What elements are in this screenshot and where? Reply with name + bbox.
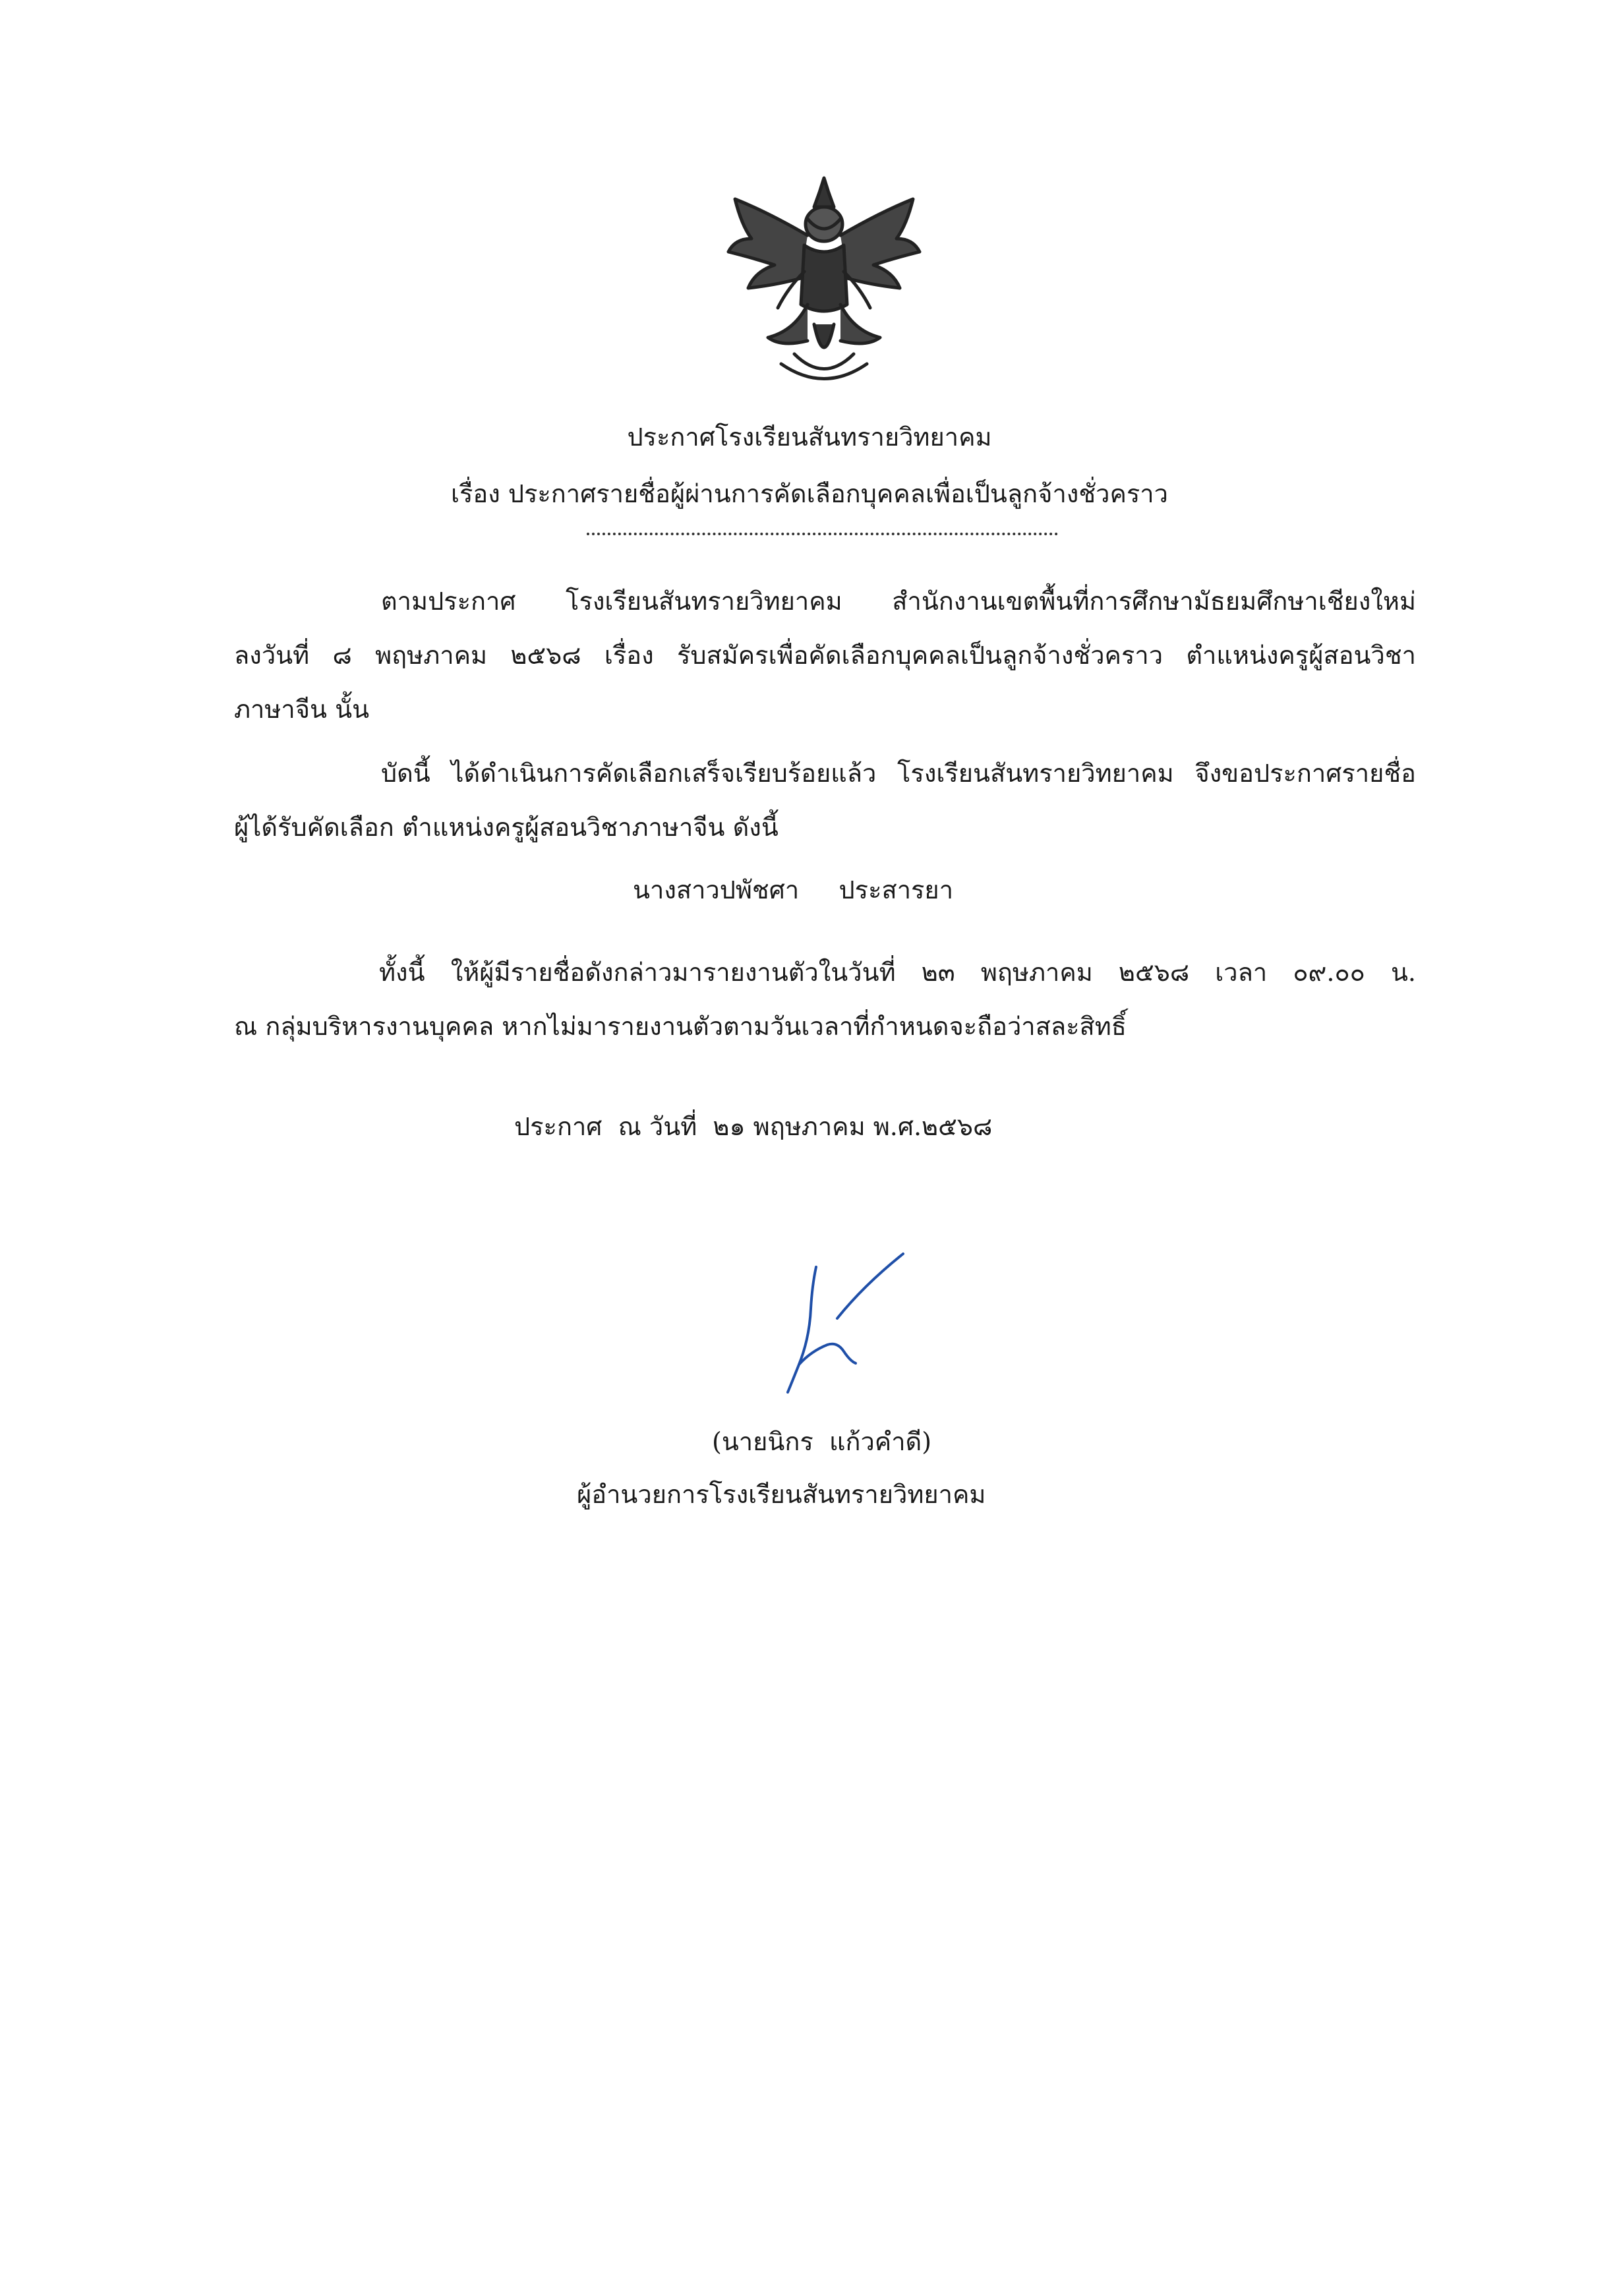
announcement-subject: เรื่อง ประกาศรายชื่อผู้ผ่านการคัดเลือกบุคคลเพื่อเป็นลูกจ้างชั่วคราว	[451, 479, 1168, 508]
paragraph-3-line-1: ทั้งนี้ ให้ผู้มีรายชื่อดังกล่าวมารายงานตัวในวันที่ ๒๓ พฤษภาคม ๒๕๖๘ เวลา ๐๙.๐๐ น.	[379, 958, 1416, 987]
announcement-header: ประกาศโรงเรียนสันทรายวิทยาคม	[627, 423, 992, 452]
dotted-divider	[587, 533, 1058, 535]
paragraph-1-line-1: ตามประกาศ โรงเรียนสันทรายวิทยาคม สำนักงานเขตพื้นที่การศึกษามัธยมศึกษาเชียงใหม่	[381, 587, 1416, 616]
paragraph-1-line-2: ลงวันที่ ๘ พฤษภาคม ๒๕๖๘ เรื่อง รับสมัครเพื่อคัดเลือกบุคคลเป็นลูกจ้างชั่วคราว ตำแหน่งครูผู้สอนวิชา	[234, 641, 1416, 670]
signer-name: (นายนิกร แก้วคำดี)	[712, 1427, 932, 1456]
signature-icon	[738, 1246, 910, 1417]
garuda-emblem-icon	[715, 173, 933, 390]
paragraph-3-line-2: ณ กลุ่มบริหารงานบุคคล หากไม่มารายงานตัวตามวันเวลาที่กำหนดจะถือว่าสละสิทธิ์	[234, 1012, 1127, 1041]
signer-title: ผู้อำนวยการโรงเรียนสันทรายวิทยาคม	[577, 1480, 986, 1509]
announcement-date: ประกาศ ณ วันที่ ๒๑ พฤษภาคม พ.ศ.๒๕๖๘	[514, 1112, 993, 1141]
paragraph-1-line-3: ภาษาจีน นั้น	[234, 695, 370, 724]
selected-person-name: นางสาวปพัชศา ประสารยา	[633, 875, 954, 904]
paragraph-2-line-1: บัดนี้ ได้ดำเนินการคัดเลือกเสร็จเรียบร้อยแล้ว โรงเรียนสันทรายวิทยาคม จึงขอประกาศรายชื่อ	[381, 759, 1416, 788]
paragraph-2-line-2: ผู้ได้รับคัดเลือก ตำแหน่งครูผู้สอนวิชาภาษาจีน ดังนี้	[234, 813, 779, 842]
